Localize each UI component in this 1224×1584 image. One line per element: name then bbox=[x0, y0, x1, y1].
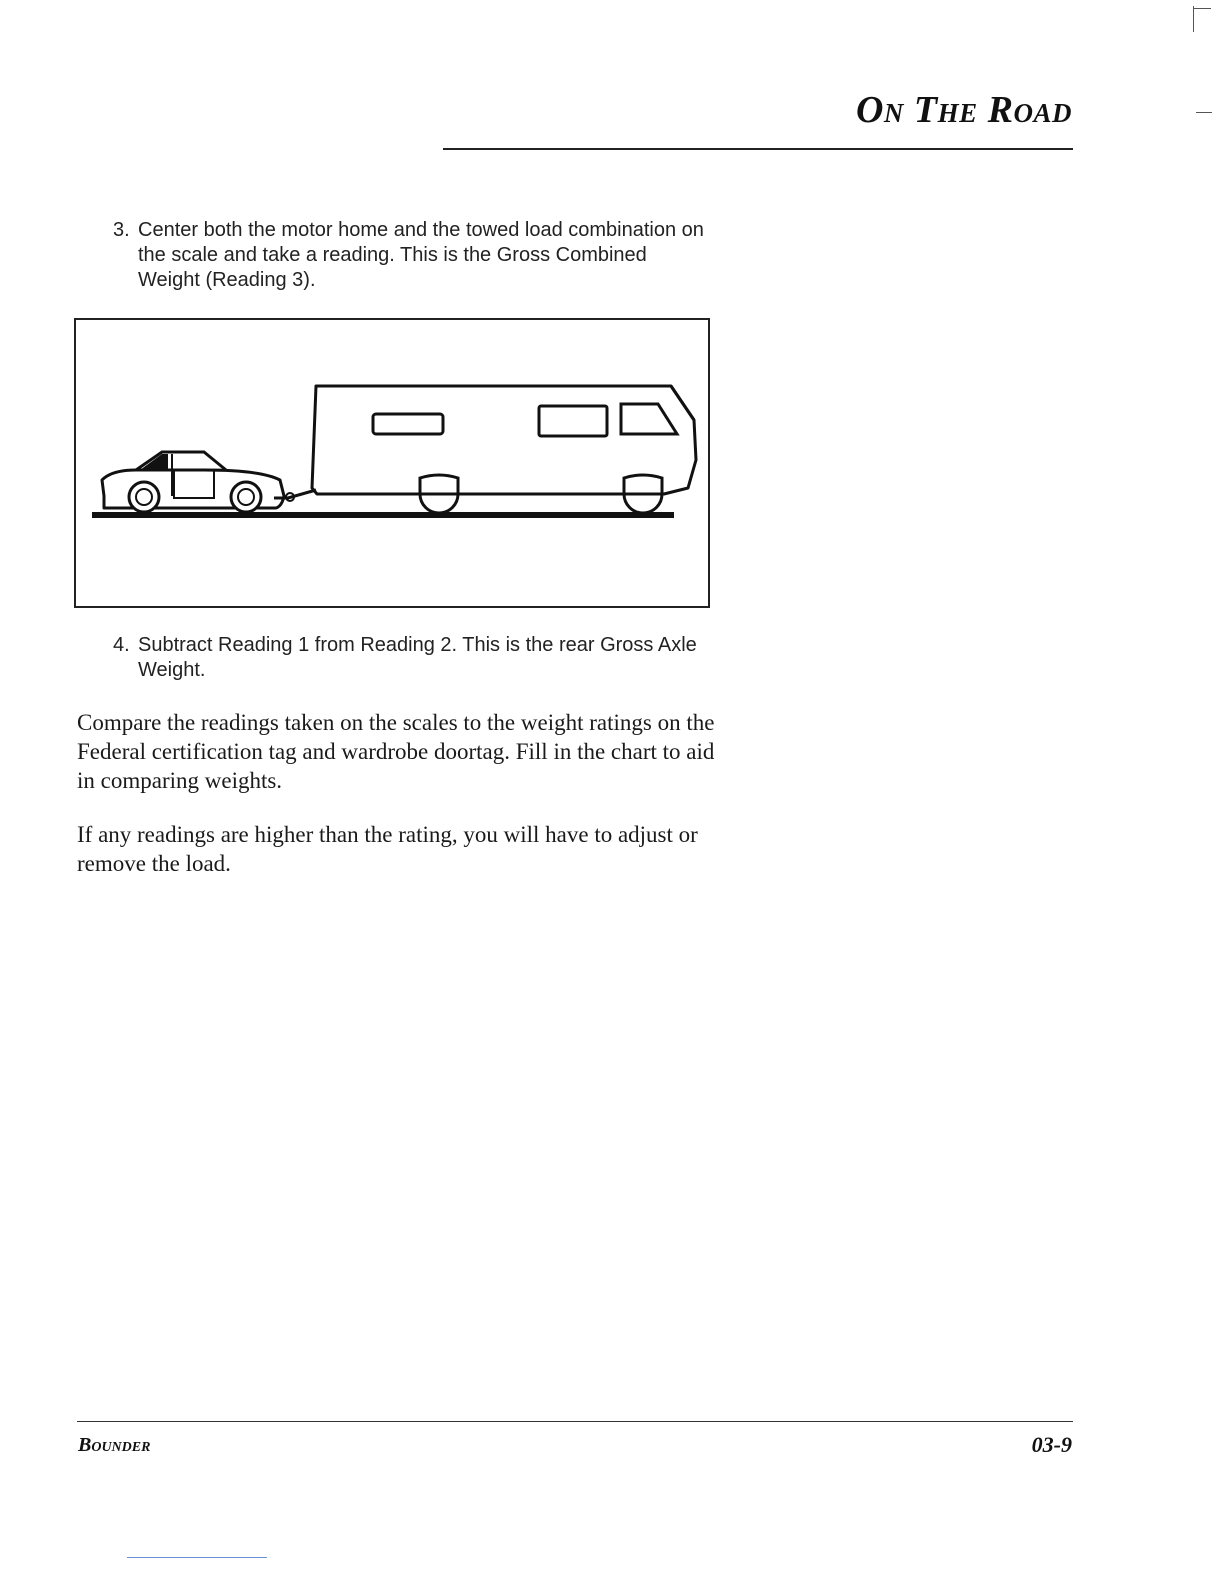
step-item bbox=[113, 218, 713, 293]
body-paragraph: Compare the readings taken on the scales to the weight ratings on the Federal certification tag and wardrobe doortag. Fill in the chart to aid in comparing weights. bbox=[77, 710, 715, 793]
step-text: Center both the motor home and the towed load combination on the scale and take a reading. This is the Gross Combined Weight (Reading 3). bbox=[138, 219, 704, 291]
scan-edge-mark bbox=[127, 1557, 267, 1558]
step-text: Subtract Reading 1 from Reading 2. This is the rear Gross Axle Weight. bbox=[138, 634, 697, 681]
step-number: 3. bbox=[113, 219, 130, 241]
scan-edge-mark bbox=[1196, 112, 1212, 113]
page-header-title: On The Road bbox=[855, 89, 1072, 131]
scan-edge-mark bbox=[1193, 8, 1211, 9]
page-number: 03-9 bbox=[1031, 1432, 1072, 1457]
step-number: 4. bbox=[113, 634, 130, 656]
scan-edge-mark bbox=[1193, 6, 1194, 32]
step-item bbox=[113, 633, 713, 683]
header-rule bbox=[443, 148, 1073, 150]
motorhome-towing-car-icon bbox=[76, 320, 708, 606]
footer-rule bbox=[77, 1421, 1073, 1422]
towing-illustration-figure bbox=[74, 318, 710, 608]
body-paragraph: If any readings are higher than the rating, you will have to adjust or remove the load. bbox=[77, 822, 698, 876]
footer-manual-name: Bounder bbox=[78, 1434, 151, 1456]
